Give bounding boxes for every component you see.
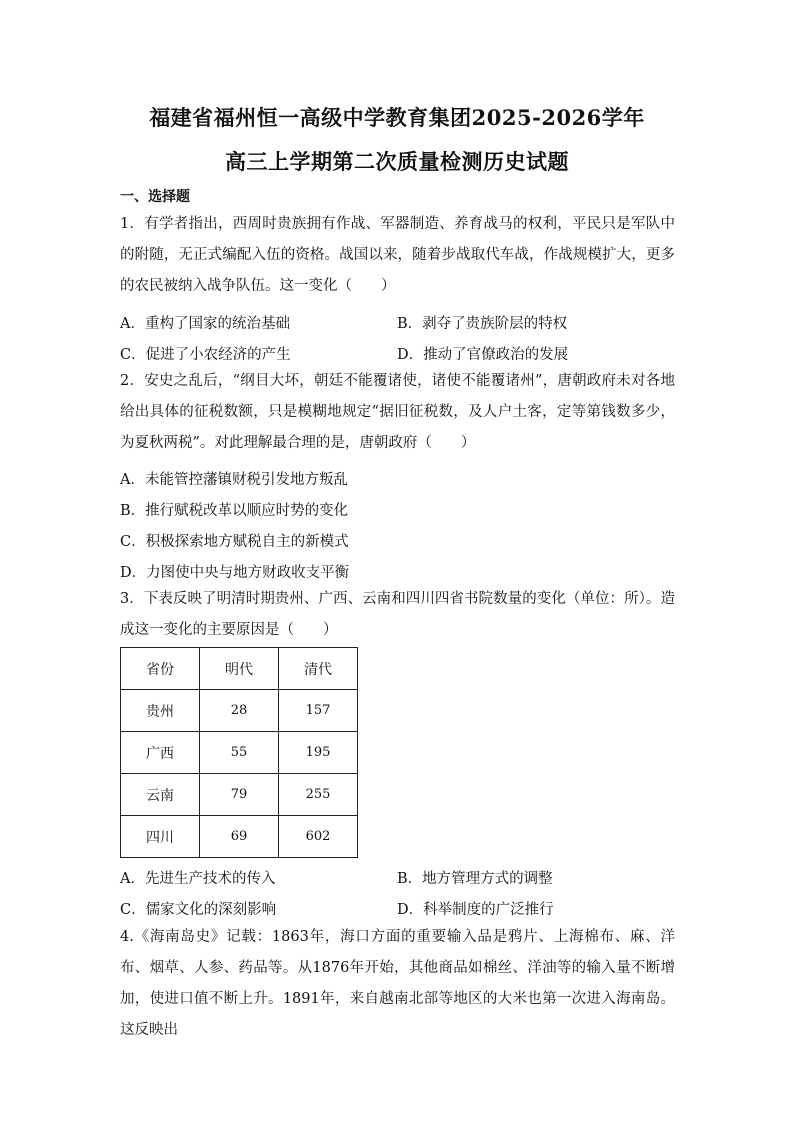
table-header-cell: 省份 (121, 648, 200, 690)
table-cell-ming: 79 (200, 774, 279, 816)
table-header-cell: 清代 (279, 648, 358, 690)
question-2-stem: 2．安史之乱后，“纲目大坏，朝廷不能覆诸使，诸使不能覆诸州”，唐朝政府未对各地给出具体的征税数额，只是模糊地规定“据旧征税数，及人户土客，定等第钱数多少，为夏秋两税”。对此理解最合理的是，唐朝政府（ ） (120, 373, 675, 451)
question-2-option-d[interactable]: D．力图使中央与地方财政收支平衡 (120, 565, 350, 581)
question-1-options-row-1 (120, 312, 680, 336)
question-1-option-b[interactable]: B．剥夺了贵族阶层的特权 (397, 316, 568, 332)
question-2-option-b[interactable]: B．推行赋税改革以顺应时势的变化 (120, 503, 349, 519)
table-cell-qing: 602 (279, 816, 358, 858)
table-row (121, 732, 358, 774)
table-cell-qing: 195 (279, 732, 358, 774)
section-heading: 一、选择题 (120, 189, 190, 205)
table-cell-province: 广西 (121, 732, 200, 774)
question-1-option-a[interactable]: A．重构了国家的统治基础 (120, 316, 290, 332)
question-3-options-row-2 (120, 898, 680, 922)
question-3-option-c[interactable]: C．儒家文化的深刻影响 (120, 902, 277, 918)
question-1-stem: 1．有学者指出，西周时贵族拥有作战、军器制造、养育战马的权利，平民只是军队中的附随，无正式编配入伍的资格。战国以来，随着步战取代车战，作战规模扩大，更多的农民被纳入战争队伍。这一变化（ ） (120, 216, 675, 294)
table-header-row (121, 648, 358, 690)
question-3-stem: 3．下表反映了明清时期贵州、广西、云南和四川四省书院数量的变化（单位：所）。造成这一变化的主要原因是（ ） (120, 591, 675, 638)
question-1-option-c[interactable]: C．促进了小农经济的产生 (120, 347, 291, 363)
table-header-cell: 明代 (200, 648, 279, 690)
question-3-options-row-1 (120, 867, 680, 891)
question-3-option-b[interactable]: B．地方管理方式的调整 (397, 871, 553, 887)
table-cell-qing: 157 (279, 690, 358, 732)
table-cell-province: 贵州 (121, 690, 200, 732)
question-3-option-a[interactable]: A．先进生产技术的传入 (120, 871, 276, 887)
exam-title-line2: 高三上学期第二次质量检测历史试题 (225, 149, 569, 174)
table-row (121, 690, 358, 732)
question-2-option-a[interactable]: A．未能管控藩镇财税引发地方叛乱 (120, 472, 348, 488)
table-cell-ming: 28 (200, 690, 279, 732)
table-cell-ming: 69 (200, 816, 279, 858)
exam-title-line1: 福建省福州恒一高级中学教育集团2025-2026学年 (149, 105, 645, 130)
table-row (121, 774, 358, 816)
table-cell-province: 四川 (121, 816, 200, 858)
question-1-options-row-2 (120, 343, 680, 367)
academy-count-table (120, 647, 358, 858)
table-row (121, 816, 358, 858)
question-1-option-d[interactable]: D．推动了官僚政治的发展 (397, 347, 569, 363)
question-3-option-d[interactable]: D．科举制度的广泛推行 (397, 902, 554, 918)
table-cell-province: 云南 (121, 774, 200, 816)
question-2-option-c[interactable]: C．积极探索地方赋税自主的新模式 (120, 534, 349, 550)
table-cell-qing: 255 (279, 774, 358, 816)
table-cell-ming: 55 (200, 732, 279, 774)
question-4-stem: 4.《海南岛史》记载：1863年，海口方面的重要输入品是鸦片、上海棉布、麻、洋布、烟草、人参、药品等。从1876年开始，其他商品如棉丝、洋油等的输入量不断增加，使进口值不断上升。1891年，来自越南北部等地区的大米也第一次进入海南岛。这反映出 (120, 929, 675, 1038)
